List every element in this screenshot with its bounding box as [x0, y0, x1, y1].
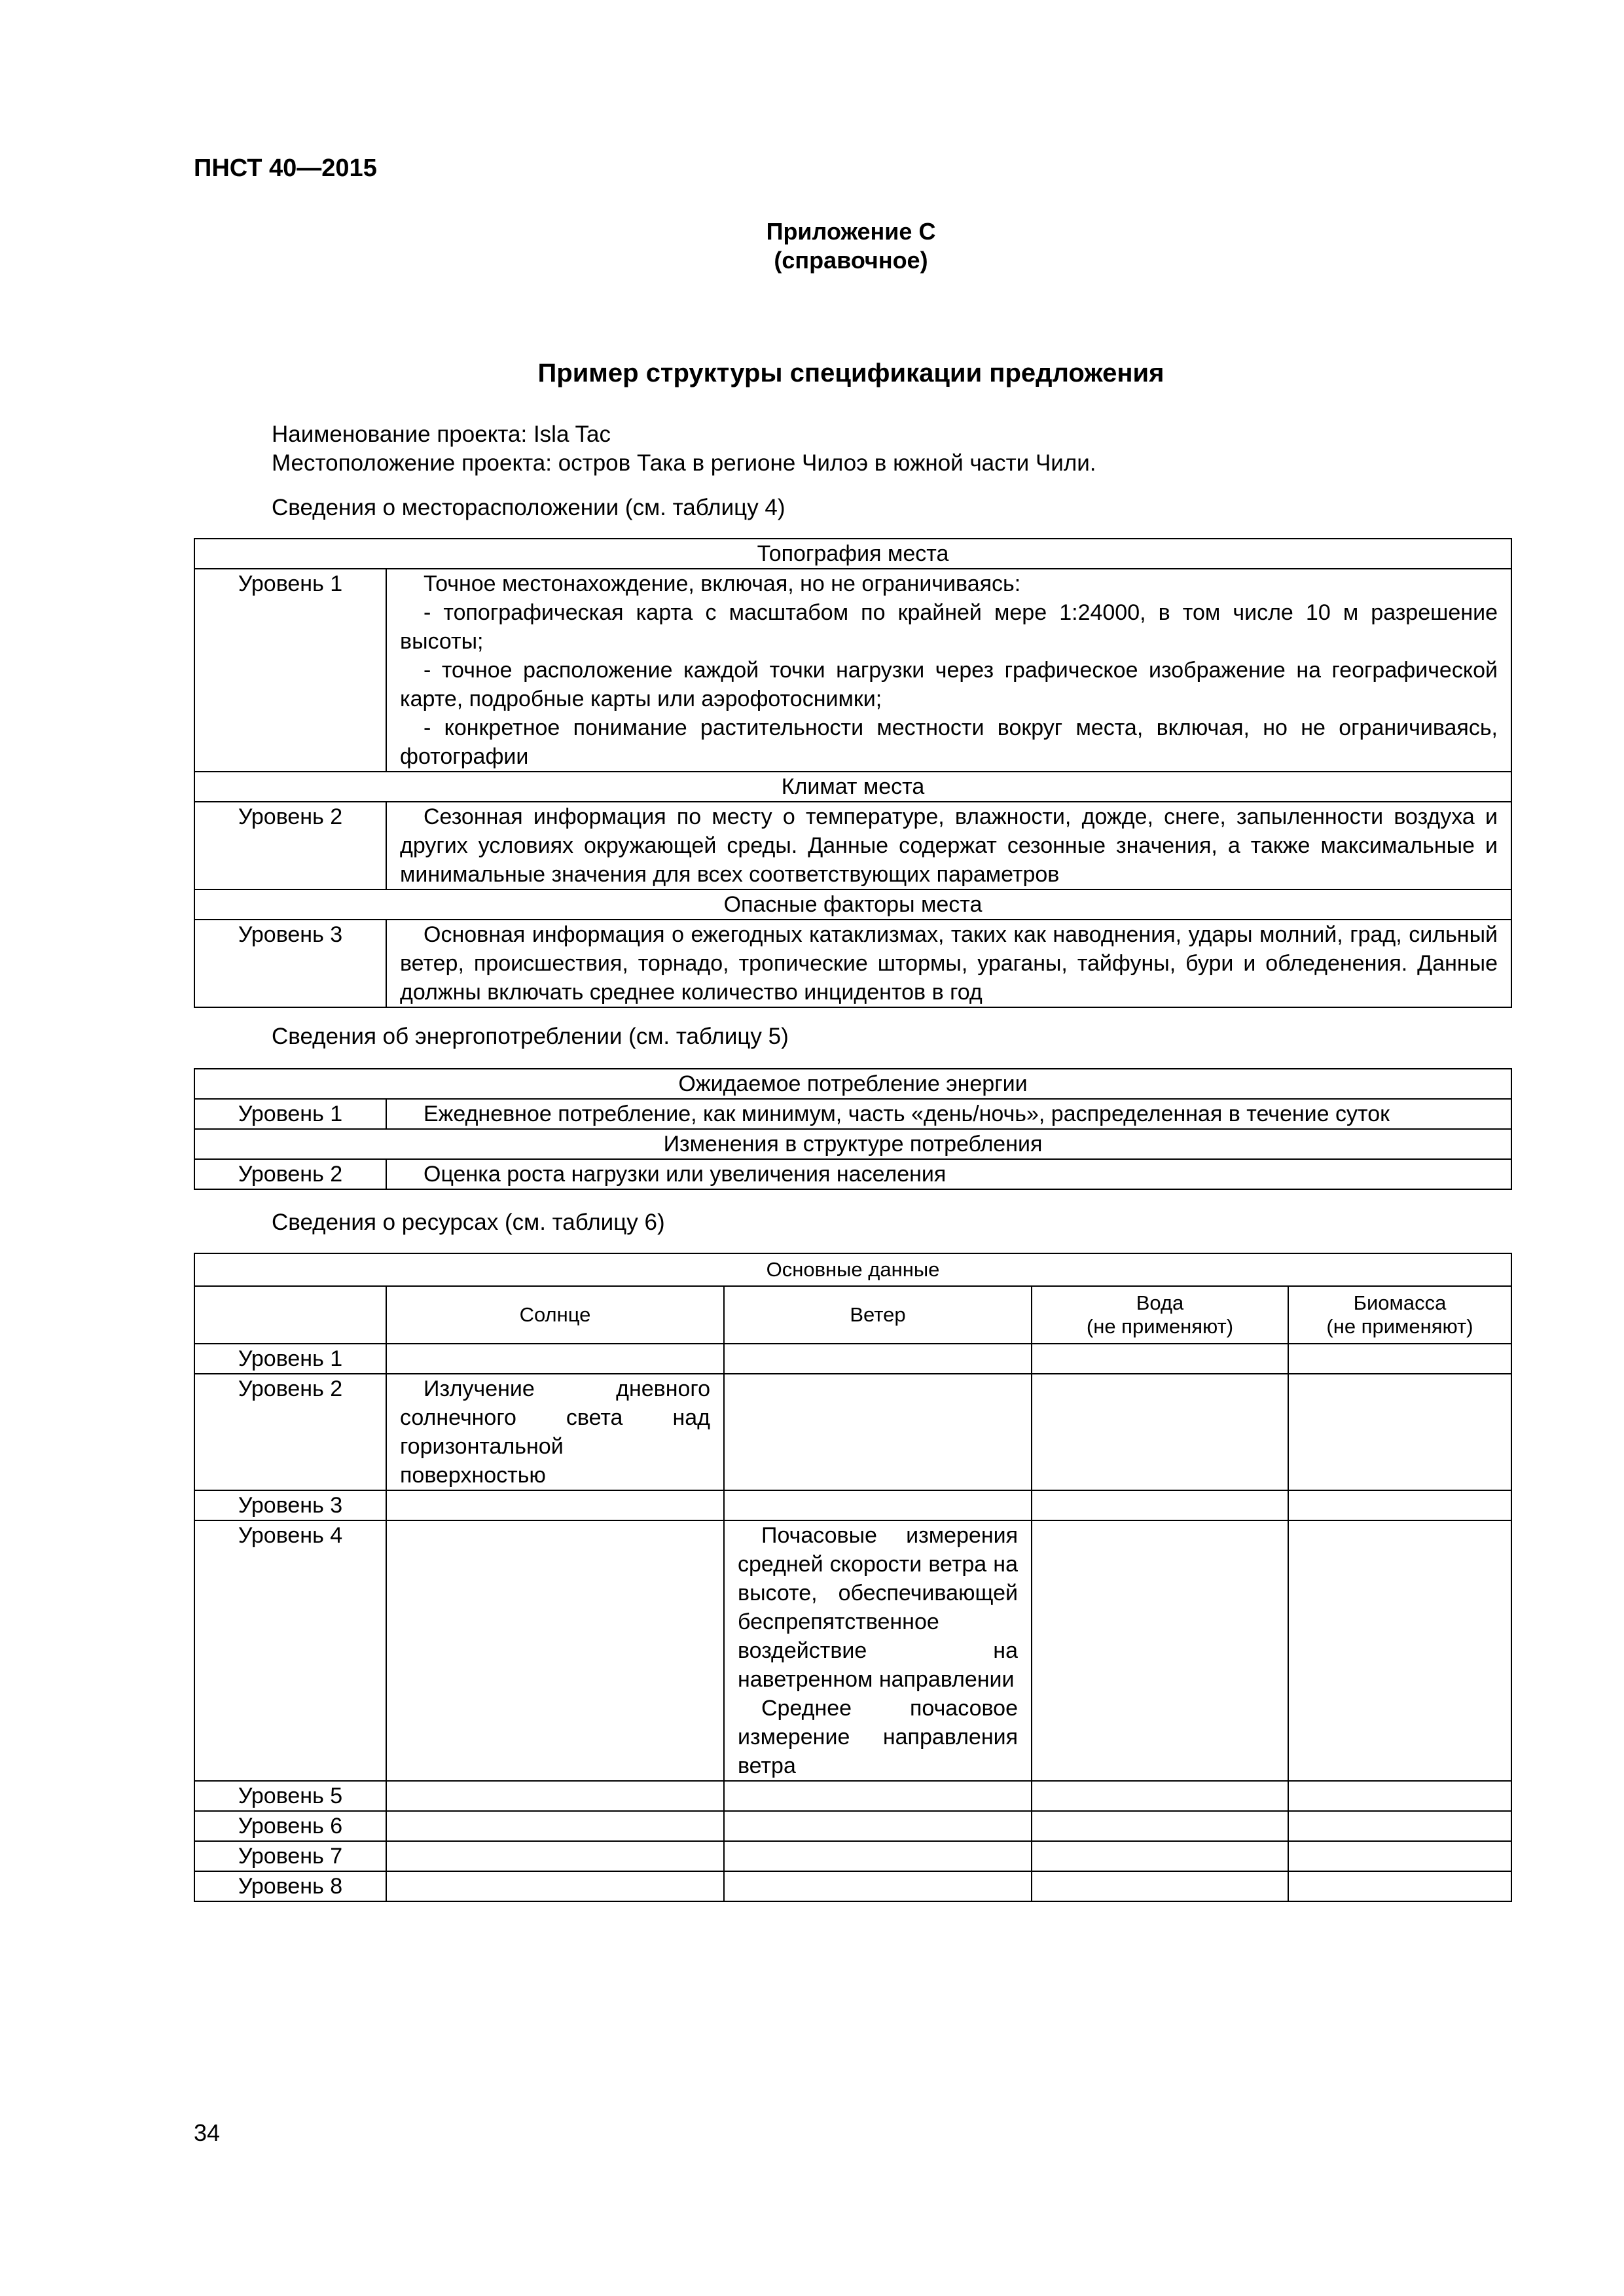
project-location: Местоположение проекта: остров Така в регионе Чилоэ в южной части Чили. [272, 450, 1096, 476]
topography-line: Точное местонахождение, включая, но не ограничиваясь: [424, 571, 1021, 596]
table-row [194, 889, 1511, 920]
table-row [194, 1286, 1511, 1344]
column-water [1032, 1286, 1288, 1344]
resources-table [194, 1253, 1512, 1902]
climate-text [386, 802, 1511, 889]
sun-level2-text: Излучение дневного солнечного света над горизонтальной поверхностью [400, 1376, 710, 1488]
main-data-header: Основные данные [194, 1253, 1511, 1286]
table-row [194, 1099, 1511, 1129]
hazards-line: Основная информация о ежегодных катаклизмах, таких как наводнения, удары молний, град, сильный ветер, происшествия, торнадо, тропические штормы, ураганы, тайфуны, бури и обледенения. Данные должны включать среднее количество инцидентов в год [400, 922, 1498, 1005]
annex-type: (справочное) [774, 247, 928, 274]
table-row [194, 1159, 1511, 1189]
table-row [194, 1490, 1511, 1520]
wind-level4-text-1: Почасовые измерения средней скорости ветра на высоте, обеспечивающей беспрепятственное воздействие на наветренном направлении [738, 1523, 1018, 1692]
topography-header: Топография места [194, 539, 1511, 569]
section-site-info: Сведения о месторасположении (см. таблицу 4) [272, 495, 785, 520]
annex-label: Приложение C [766, 218, 936, 245]
site-info-table [194, 538, 1512, 1008]
section-energy-info: Сведения об энергопотреблении (см. таблицу 5) [272, 1024, 789, 1049]
expected-consumption-header: Ожидаемое потребление энергии [194, 1069, 1511, 1099]
page-number: 34 [194, 2119, 221, 2146]
changes-line: Оценка роста нагрузки или увеличения населения [424, 1162, 947, 1187]
level-cell: Уровень 2 [194, 1374, 386, 1490]
table-row [194, 1374, 1511, 1490]
level-cell: Уровень 5 [194, 1781, 386, 1811]
table-row [194, 1344, 1511, 1374]
level-cell: Уровень 6 [194, 1811, 386, 1841]
section-resources-info: Сведения о ресурсах (см. таблицу 6) [272, 1210, 665, 1235]
column-biomass-note: (не применяют) [1326, 1315, 1473, 1338]
expected-consumption-text [386, 1099, 1511, 1129]
table-row [194, 1781, 1511, 1811]
page-title: Пример структуры спецификации предложения [537, 359, 1164, 387]
table-row [194, 1069, 1511, 1099]
document-code: ПНСТ 40—2015 [194, 154, 377, 182]
empty-cell [194, 1286, 386, 1344]
hazards-text [386, 920, 1511, 1007]
level-cell: Уровень 1 [194, 1099, 386, 1129]
column-wind: Ветер [724, 1286, 1032, 1344]
table-row [194, 1871, 1511, 1901]
topography-line: - топографическая карта с масштабом по крайней мере 1:24000, в том числе 10 м разрешение высоты; [400, 600, 1498, 654]
climate-line: Сезонная информация по месту о температуре, влажности, дожде, снеге, запыленности воздуха и других условиях окружающей среды. Данные содержат сезонные значения, а также максимальные и минимальные значения для всех соответствующих параметров [400, 804, 1498, 887]
expected-line: Ежедневное потребление, как минимум, часть «день/ночь», распределенная в течение суток [424, 1102, 1390, 1126]
topography-line: - точное расположение каждой точки нагрузки через графическое изображение на географической карте, подробные карты или аэрофотоснимки; [400, 658, 1498, 711]
table-row [194, 772, 1511, 802]
table-row [194, 1841, 1511, 1871]
table-row [194, 1811, 1511, 1841]
table-row [194, 539, 1511, 569]
topography-line: - конкретное понимание растительности местности вокруг места, включая, но не ограничиваясь, фотографии [400, 715, 1498, 769]
level-cell: Уровень 8 [194, 1871, 386, 1901]
level-cell: Уровень 4 [194, 1520, 386, 1781]
column-water-title: Вода [1136, 1291, 1184, 1314]
column-biomass [1288, 1286, 1511, 1344]
project-name: Наименование проекта: Isla Tac [272, 422, 611, 447]
topography-text [386, 569, 1511, 772]
level-cell: Уровень 3 [194, 1490, 386, 1520]
hazards-header: Опасные факторы места [194, 889, 1511, 920]
level-cell: Уровень 1 [194, 1344, 386, 1374]
table-row [194, 802, 1511, 889]
table-row [194, 1129, 1511, 1159]
level-cell: Уровень 1 [194, 569, 386, 772]
sun-level2-cell [386, 1374, 724, 1490]
level-cell: Уровень 2 [194, 1159, 386, 1189]
table-row [194, 1253, 1511, 1286]
level-cell: Уровень 7 [194, 1841, 386, 1871]
table-row [194, 569, 1511, 772]
table-row [194, 920, 1511, 1007]
consumption-changes-header: Изменения в структуре потребления [194, 1129, 1511, 1159]
wind-level4-cell [724, 1520, 1032, 1781]
level-cell: Уровень 3 [194, 920, 386, 1007]
wind-level4-text-2: Среднее почасовое измерение направления ветра [738, 1696, 1018, 1778]
level-cell: Уровень 2 [194, 802, 386, 889]
energy-table [194, 1068, 1512, 1190]
consumption-changes-text [386, 1159, 1511, 1189]
column-sun: Солнце [386, 1286, 724, 1344]
table-row [194, 1520, 1511, 1781]
climate-header: Климат места [194, 772, 1511, 802]
column-water-note: (не применяют) [1086, 1315, 1234, 1338]
column-biomass-title: Биомасса [1353, 1291, 1447, 1314]
